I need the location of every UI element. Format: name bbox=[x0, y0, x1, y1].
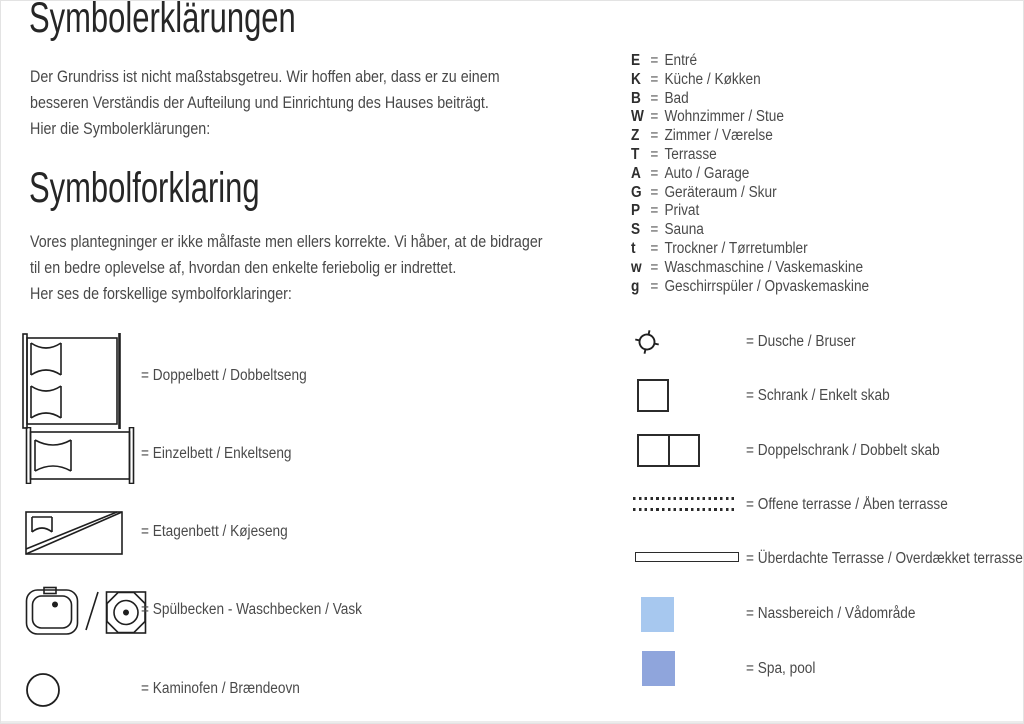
room-code-row: W = Wohnzimmer / Stue bbox=[631, 108, 784, 126]
page-title-danish: Symbolforklaring bbox=[29, 164, 260, 212]
legend-label-open-terrace: = Offene terrasse / Åben terrasse bbox=[746, 496, 948, 513]
legend-label-stove: = Kaminofen / Brændeovn bbox=[141, 680, 300, 697]
room-code-label: Auto / Garage bbox=[664, 164, 750, 182]
room-code-row: T = Terrasse bbox=[631, 145, 717, 163]
stove-icon bbox=[25, 672, 61, 708]
room-code-row: Z = Zimmer / Værelse bbox=[631, 127, 773, 145]
room-code: P bbox=[631, 202, 641, 220]
room-code-label: Küche / Køkken bbox=[664, 70, 761, 88]
room-code-label: Privat bbox=[664, 202, 700, 220]
page-title-german: Symbolerklärungen bbox=[29, 0, 296, 42]
room-code-row: A = Auto / Garage bbox=[631, 164, 750, 182]
single-bed-icon bbox=[25, 427, 135, 484]
room-code-row: G = Geräteraum / Skur bbox=[631, 183, 777, 201]
room-code: K bbox=[631, 70, 641, 88]
room-code: t bbox=[631, 239, 636, 257]
bunk-bed-icon bbox=[25, 511, 123, 555]
legend-label-covered-terrace: = Überdachte Terrasse / Overdækket terrasse bbox=[746, 550, 1023, 567]
room-code-row: g = Geschirrspüler / Opvaskemaskine bbox=[631, 277, 870, 295]
wet-area-swatch bbox=[641, 597, 674, 632]
legend-label-sink: = Spülbecken - Waschbecken / Vask bbox=[141, 601, 363, 618]
room-code: B bbox=[631, 89, 641, 107]
room-code: g bbox=[631, 277, 640, 295]
shower-icon bbox=[634, 329, 660, 355]
room-code-label: Zimmer / Værelse bbox=[664, 127, 773, 145]
room-code: G bbox=[631, 183, 642, 201]
room-code-row: B = Bad bbox=[631, 89, 689, 107]
room-code-label: Sauna bbox=[664, 221, 704, 239]
legend-label-single-bed: = Einzelbett / Enkeltseng bbox=[141, 445, 292, 462]
kitchen-sink-icon bbox=[25, 586, 79, 636]
room-code-label: Waschmaschine / Vaskemaskine bbox=[664, 258, 864, 276]
legend-label-shower: = Dusche / Bruser bbox=[746, 333, 856, 350]
room-code: w bbox=[631, 258, 642, 276]
legend-label-double-bed: = Doppelbett / Dobbeltseng bbox=[141, 367, 307, 384]
covered-terrace-icon bbox=[635, 552, 739, 562]
room-code: T bbox=[631, 145, 640, 163]
room-code: W bbox=[631, 108, 644, 126]
legend-label-double-cabinet: = Doppelschrank / Dobbelt skab bbox=[746, 442, 940, 459]
open-terrace-icon bbox=[633, 497, 737, 511]
intro-paragraph-german: Der Grundriss ist nicht maßstabsgetreu. Wir hoffen aber, dass er zu einem besseren Verständis der Aufteilung und Einrichtung des Hauses beiträgt. Hier die Symbolerklärungen: bbox=[30, 67, 500, 138]
room-code-row: S = Sauna bbox=[631, 221, 704, 239]
double-bed-icon bbox=[21, 333, 125, 429]
room-code-label: Trockner / Tørretumbler bbox=[664, 239, 808, 257]
room-code-row: t = Trockner / Tørretumbler bbox=[631, 239, 808, 257]
slash-divider bbox=[85, 591, 99, 631]
room-code-label: Entré bbox=[664, 52, 698, 69]
double-cabinet-icon bbox=[637, 434, 700, 467]
room-code: Z bbox=[631, 127, 640, 145]
room-code-label: Terrasse bbox=[664, 145, 717, 163]
legend-label-wet-area: = Nassbereich / Vådområde bbox=[746, 605, 916, 622]
room-code-label: Bad bbox=[664, 89, 689, 107]
legend-label-cabinet: = Schrank / Enkelt skab bbox=[746, 387, 890, 404]
intro-paragraph-danish: Vores plantegninger er ikke målfaste men ellers korrekte. Vi håber, at de bidrager til en bedre oplevelse af, hvordan den enkelte feriebolig er indrettet. Her ses de forskellige symbolforklaringer: bbox=[30, 232, 543, 303]
room-code: S bbox=[631, 221, 641, 239]
spa-pool-swatch bbox=[642, 651, 675, 686]
room-code: E bbox=[631, 52, 641, 69]
room-code: A bbox=[631, 164, 641, 182]
cabinet-icon bbox=[637, 379, 669, 412]
legend-label-spa-pool: = Spa, pool bbox=[746, 660, 816, 677]
room-code-label: Wohnzimmer / Stue bbox=[664, 108, 784, 126]
room-code-row: P = Privat bbox=[631, 202, 700, 220]
room-code-row: K = Küche / Køkken bbox=[631, 70, 761, 88]
legend-label-bunk-bed: = Etagenbett / Køjeseng bbox=[141, 523, 288, 540]
sink-symbols-group bbox=[25, 586, 147, 636]
room-code-label: Geschirrspüler / Opvaskemaskine bbox=[664, 277, 870, 295]
room-code-row: w = Waschmaschine / Vaskemaskine bbox=[631, 258, 864, 276]
room-code-row: E = Entré bbox=[631, 52, 698, 69]
room-code-list bbox=[631, 52, 1024, 296]
room-code-label: Geräteraum / Skur bbox=[664, 183, 777, 201]
